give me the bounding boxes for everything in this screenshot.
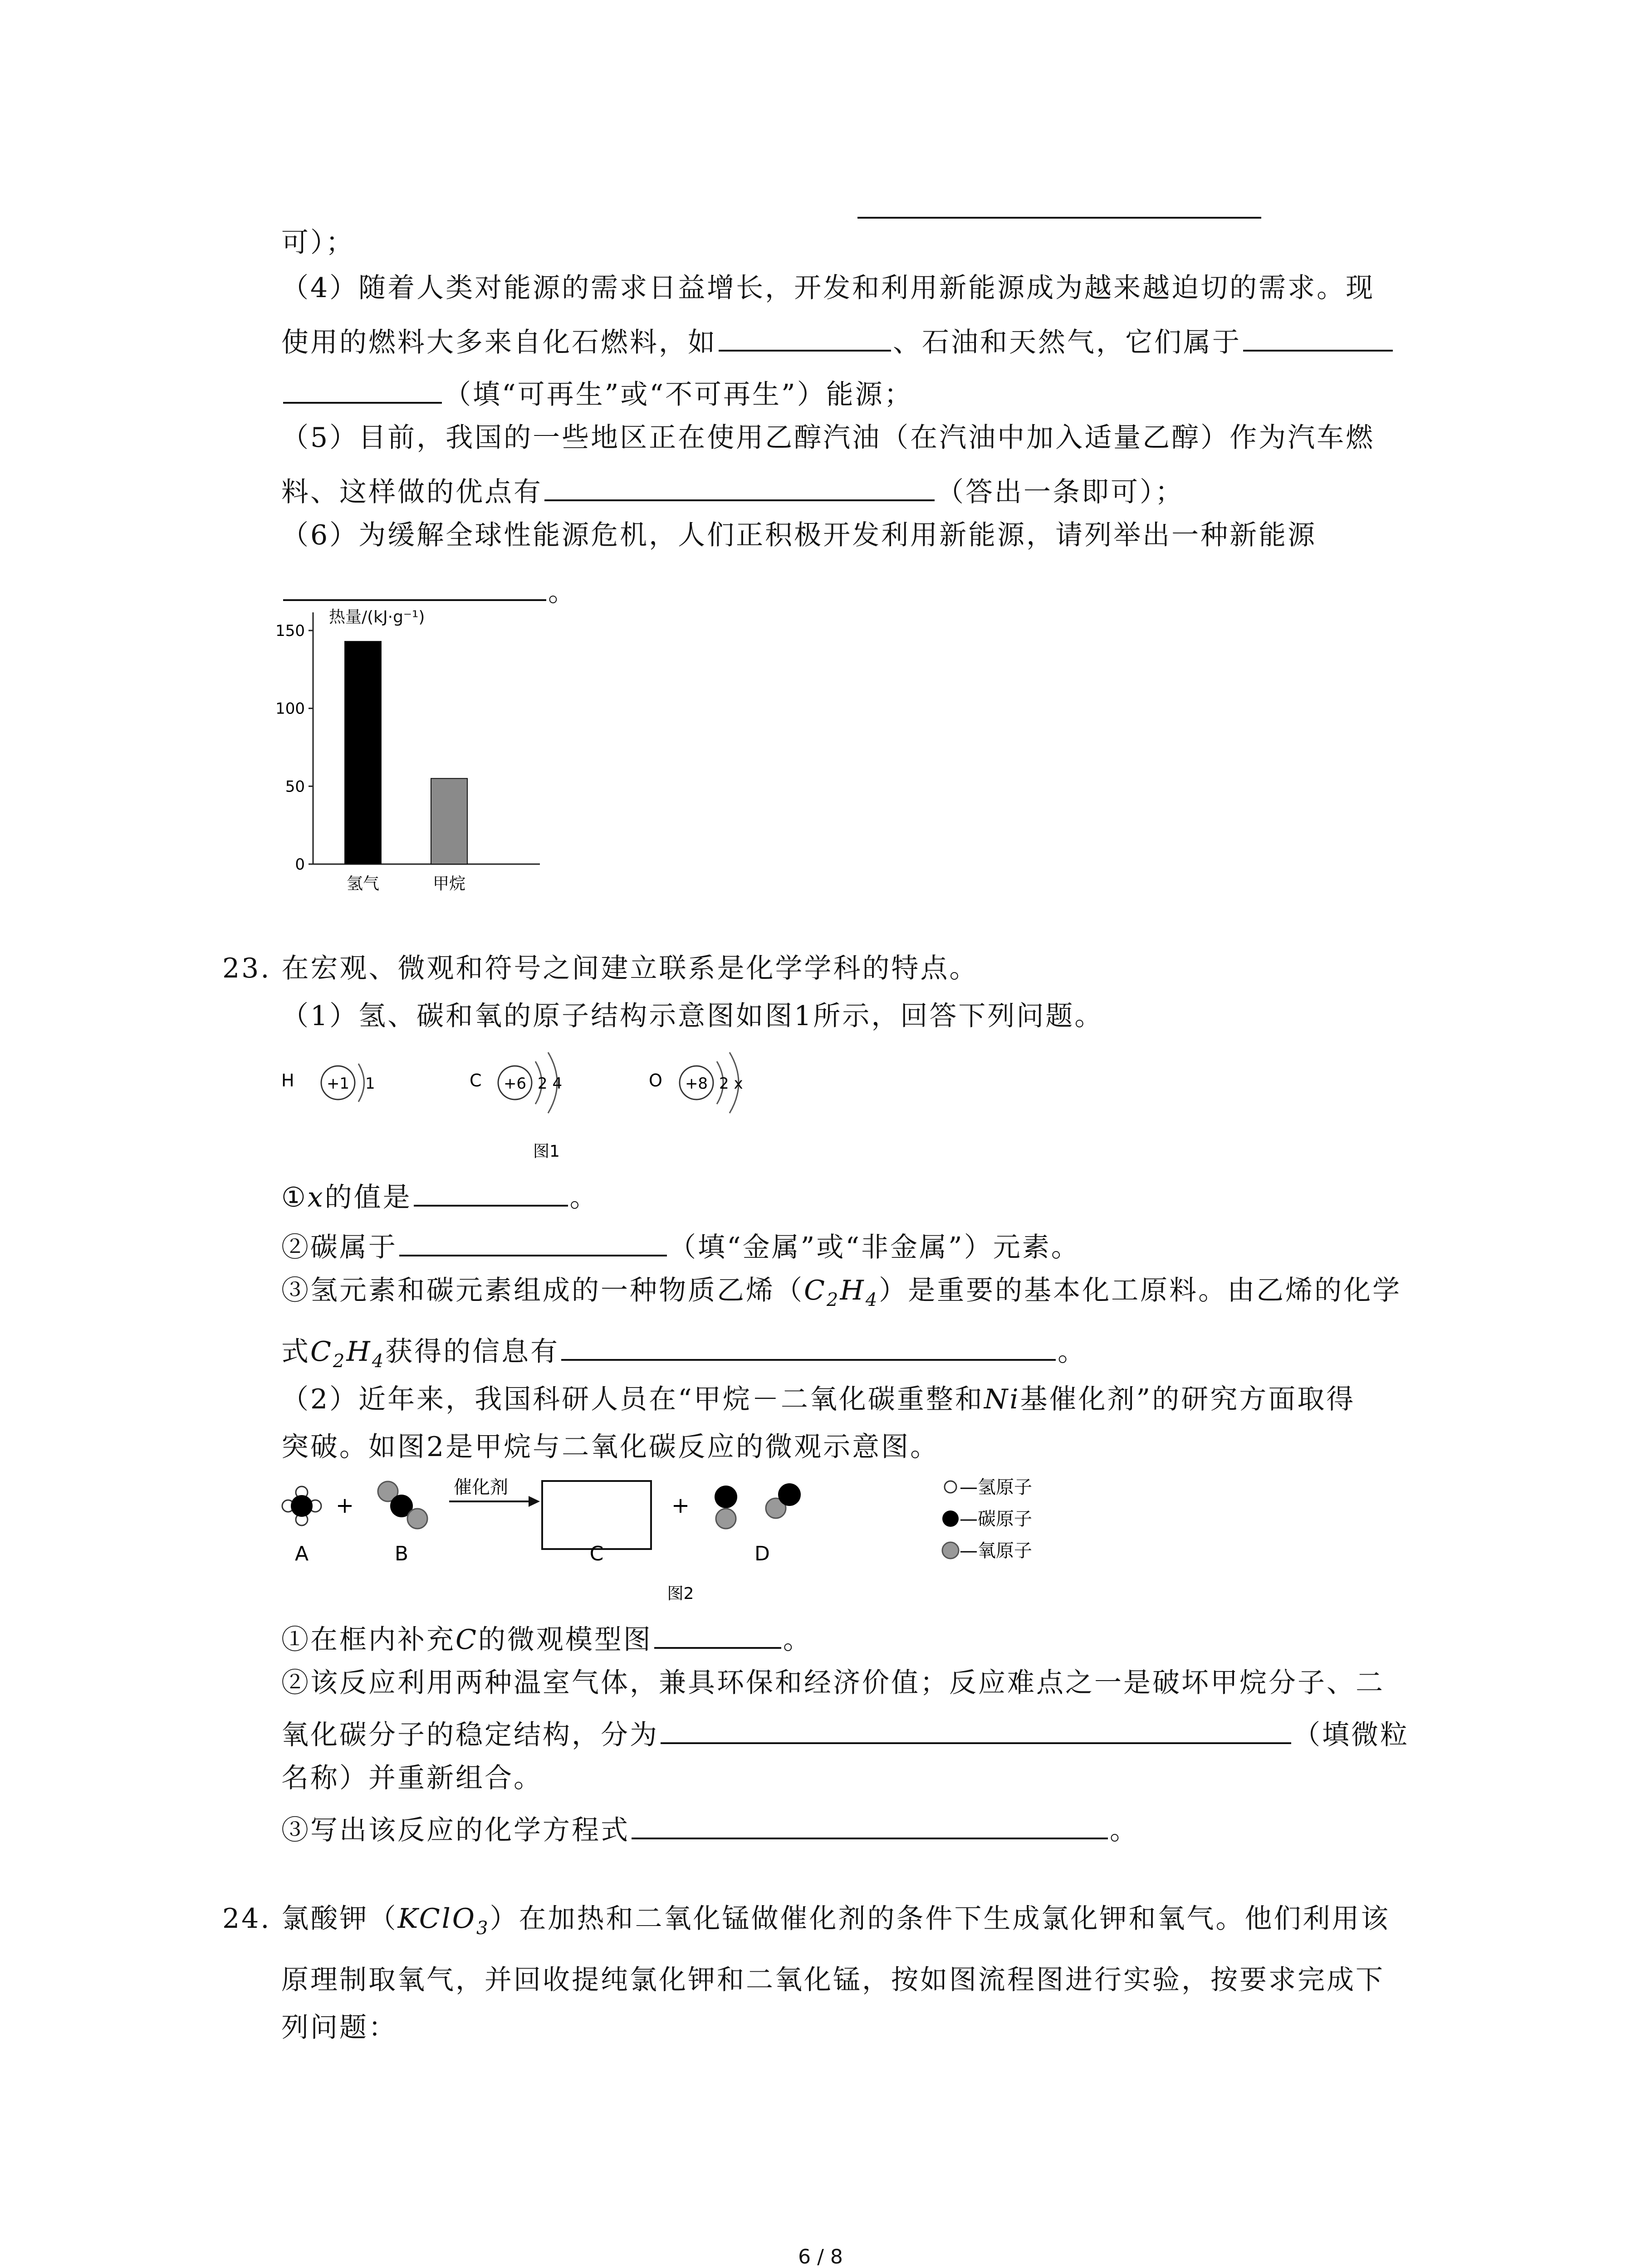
y-tick-label: 150 [275, 622, 305, 640]
text-line [281, 227, 355, 259]
text: 可）； [281, 227, 355, 259]
q4-line-1 [281, 274, 1375, 302]
legend-carbon: —碳原子 [960, 1509, 1032, 1530]
y-tick-label: 0 [295, 855, 305, 874]
methane-molecule-A [282, 1486, 321, 1525]
answer-blank[interactable] [283, 376, 442, 404]
nuclear-charge: +1 [326, 1075, 350, 1093]
hydrogen-atom [281, 1064, 375, 1102]
text: 。 [1058, 1336, 1087, 1368]
text: （2）近年来，我国科研人员在“甲烷－二氧化碳重整和 [281, 1383, 984, 1415]
carbon-atom [470, 1052, 562, 1113]
legend-oxygen: —氧原子 [960, 1540, 1032, 1561]
text: C [456, 1624, 478, 1656]
text: （1）氢、碳和氧的原子结构示意图如图1所示，回答下列问题。 [281, 1000, 1104, 1032]
formula-sub: 4 [865, 1290, 879, 1310]
text: 使用的燃料大多来自化石燃料，如 [281, 327, 717, 358]
plus-sign: + [671, 1493, 690, 1518]
formula-sub: 2 [826, 1290, 840, 1310]
element-symbol: C [470, 1070, 482, 1090]
answer-blank[interactable] [654, 1622, 781, 1649]
text: 原理制取氧气，并回收提纯氯化钾和二氧化锰，按如图流程图进行实验，按要求完成下 [281, 1964, 1385, 1996]
text: 。 [783, 1624, 812, 1656]
q5-line-1 [281, 422, 1375, 454]
plus-sign: + [335, 1493, 354, 1518]
bar-methane [431, 778, 467, 864]
co2-molecule-B [378, 1481, 427, 1529]
product-box-C[interactable] [542, 1481, 651, 1549]
formula-sub: 2 [333, 1351, 347, 1372]
text: ②碳属于 [281, 1232, 397, 1263]
legend-hydrogen: —氢原子 [960, 1477, 1032, 1498]
text: （填微粒 [1293, 1719, 1409, 1751]
text: 获得的信息有 [385, 1336, 560, 1368]
text: 名称）并重新组合。 [281, 1762, 543, 1794]
potassium-chlorate-formula [398, 1905, 490, 1937]
answer-blank[interactable] [1243, 324, 1393, 352]
text: ①在框内补充 [281, 1624, 456, 1656]
figure-caption: 图1 [533, 1142, 560, 1161]
q4-line-3 [281, 376, 913, 411]
answer-blank[interactable] [719, 324, 891, 352]
text: （5）目前，我国的一些地区正在使用乙醇汽油（在汽油中加入适量乙醇）作为汽车燃 [281, 422, 1375, 454]
q23-t1 [281, 1622, 812, 1656]
text: ）是重要的基本化工原料。由乙烯的化学 [879, 1275, 1402, 1306]
answer-blank[interactable] [414, 1179, 568, 1207]
element-symbol: H [281, 1070, 294, 1090]
q23-p2-line-1 [281, 1383, 1356, 1415]
text: 的微观模型图 [478, 1624, 652, 1656]
carbon-atom [715, 1486, 737, 1508]
text: ③写出该反应的化学方程式 [281, 1814, 630, 1846]
formula-h: H [840, 1275, 866, 1306]
formula-c: C [310, 1336, 333, 1368]
figure-caption: 图2 [667, 1584, 694, 1603]
carbon-atom [291, 1495, 313, 1517]
nuclear-charge: +6 [503, 1075, 527, 1093]
q23-s1 [281, 1179, 599, 1211]
q24-line-2 [281, 1966, 1385, 1994]
nuclear-charge: +8 [685, 1075, 708, 1093]
carbon-legend-icon [942, 1510, 959, 1527]
text: （答出一条即可）； [936, 476, 1184, 508]
formula-kclo: KClO [397, 1903, 476, 1935]
q23-s3-line-2 [281, 1334, 1087, 1370]
label-A: A [294, 1542, 309, 1565]
figure-1-atom-diagrams [272, 1043, 794, 1166]
answer-blank[interactable] [857, 217, 1261, 219]
text: （6）为缓解全球性能源危机，人们正积极开发利用新能源，请列举出一种新能源 [281, 519, 1317, 551]
q23-p2-line-2 [281, 1433, 939, 1461]
answer-blank[interactable] [561, 1334, 1056, 1361]
label-D: D [754, 1542, 770, 1565]
text: ③氢元素和碳元素组成的一种物质乙烯（ [281, 1275, 804, 1306]
element-symbol: O [649, 1070, 662, 1090]
category-label: 氢气 [346, 875, 380, 893]
electron-shell [358, 1064, 364, 1102]
q5-line-2 [281, 474, 1184, 506]
arrow-head [529, 1496, 540, 1507]
ethylene-formula [310, 1338, 385, 1370]
shell-electrons: 1 [365, 1075, 375, 1093]
formula-h: H [346, 1336, 372, 1368]
q24-line-3 [281, 2014, 397, 2041]
answer-blank[interactable] [399, 1229, 667, 1256]
text: 。 [548, 576, 577, 608]
q23-t2-line-2 [281, 1717, 1409, 1749]
formula-sub: 4 [372, 1351, 386, 1372]
text: （填“可再生”或“不可再生”）能源； [444, 379, 913, 411]
q24-line-1 [222, 1905, 1390, 1937]
q23-p1 [281, 1002, 1103, 1030]
q23-t2-line-3 [281, 1762, 543, 1794]
text: （4）随着人类对能源的需求日益增长，开发和利用新能源成为越来越迫切的需求。现 [281, 272, 1375, 304]
text: 24. 氯酸钾（ [222, 1903, 398, 1935]
text: 。 [569, 1182, 599, 1213]
q23-t2-line-1 [281, 1667, 1385, 1699]
text: Ni [984, 1383, 1020, 1415]
text: 料、这样做的优点有 [281, 476, 543, 508]
text: （填“金属”或“非金属”）元素。 [669, 1232, 1080, 1263]
oxygen-legend-icon [942, 1542, 959, 1559]
q23-s2 [281, 1229, 1080, 1261]
shell-electrons: 2 x [719, 1075, 743, 1093]
oxygen-atom [716, 1509, 736, 1529]
oxygen-atom [407, 1509, 427, 1529]
heat-bar-chart [268, 599, 558, 898]
co-molecule-D2 [766, 1483, 801, 1518]
text: 基催化剂”的研究方面取得 [1020, 1383, 1356, 1415]
formula-c: C [804, 1275, 827, 1306]
label-C: C [589, 1542, 604, 1565]
y-tick-label: 50 [285, 777, 305, 796]
answer-blank[interactable] [632, 1812, 1108, 1839]
q4-line-2 [281, 324, 1395, 356]
text: 突破。如图2是甲烷与二氧化碳反应的微观示意图。 [281, 1431, 940, 1463]
q6-line-1 [281, 519, 1317, 551]
label-B: B [394, 1542, 409, 1565]
text: 的值是 [324, 1182, 412, 1213]
text: 氧化碳分子的稳定结构，分为 [281, 1719, 659, 1751]
variable-x: x [307, 1182, 325, 1213]
text: 23. 在宏观、微观和符号之间建立联系是化学学科的特点。 [222, 953, 979, 984]
text: 式 [281, 1336, 310, 1368]
hydrogen-legend-icon [945, 1481, 956, 1493]
page-number: 6 / 8 [798, 2245, 843, 2268]
q23-title [222, 955, 979, 982]
carbon-atom [778, 1483, 801, 1506]
formula-sub: 3 [476, 1918, 490, 1939]
y-tick-label: 100 [275, 699, 305, 718]
category-label: 甲烷 [432, 875, 466, 893]
text: ）在加热和二氧化锰做催化剂的条件下生成氯化钾和氧气。他们利用该 [490, 1903, 1390, 1935]
answer-blank[interactable] [544, 474, 935, 501]
shell-electrons: 2 4 [538, 1075, 563, 1093]
text: 。 [1110, 1814, 1139, 1846]
answer-blank[interactable] [283, 574, 546, 601]
catalyst-label: 催化剂 [454, 1477, 508, 1498]
text: ②该反应利用两种温室气体，兼具环保和经济价值；反应难点之一是破坏甲烷分子、二 [281, 1667, 1385, 1699]
legend [942, 1477, 1032, 1561]
co-molecule-D1 [715, 1486, 737, 1529]
figure-2-reaction-diagram [272, 1470, 1089, 1610]
ethylene-formula [804, 1277, 879, 1309]
y-axis-label: 热量/(kJ·g⁻¹) [329, 608, 425, 626]
text: 列问题： [281, 2012, 397, 2043]
text: 、石油和天然气，它们属于 [893, 327, 1241, 358]
answer-blank[interactable] [661, 1717, 1291, 1744]
text: ① [281, 1182, 308, 1213]
q23-t3 [281, 1812, 1139, 1844]
bar-hydrogen [345, 641, 381, 864]
q23-s3-line-1 [281, 1277, 1401, 1309]
oxygen-atom [649, 1052, 743, 1113]
